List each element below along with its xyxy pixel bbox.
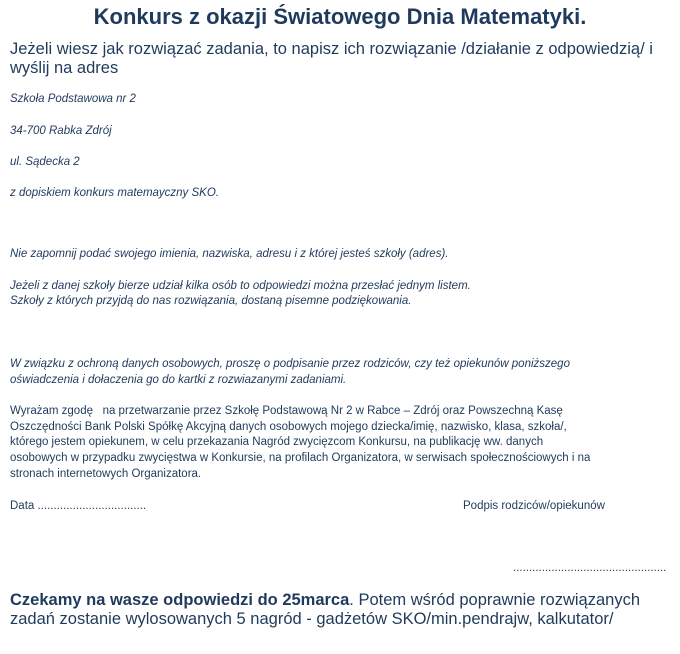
- group-note-line2: Szkoły z których przyjdą do nas rozwiązania, dostaną pisemne podziękowania.: [10, 295, 412, 307]
- parents-signature-label: Podpis rodziców/opiekunów: [463, 500, 605, 512]
- signature-dotted-line: ................................................: [513, 562, 667, 574]
- privacy-note-line1: W związku z ochroną danych osobowych, proszę o podpisanie przez rodziców, czy też opiekunów poniższego: [10, 358, 570, 370]
- group-note-line1: Jeżeli z danej szkoły bierze udział kilka osób to odpowiedzi można przesłać jednym listem.: [10, 280, 471, 292]
- page-title: Konkurs z okazji Światowego Dnia Matematyki.: [93, 4, 587, 29]
- address-note: z dopiskiem konkurs matemayczny SKO.: [10, 187, 219, 199]
- footer-text: [10, 591, 670, 629]
- address-street: ul. Sądecka 2: [10, 156, 80, 168]
- footer-deadline: Czekamy na wasze odpowiedzi do 25marca: [10, 591, 350, 609]
- consent-line5: stronach internetowych Organizatora.: [10, 468, 202, 480]
- consent-line4: osobowych w przypadku zwycięstwa w Konkursie, na profilach Organizatora, w serwisach społecznościowych i na: [10, 452, 591, 464]
- address-school: Szkoła Podstawowa nr 2: [10, 93, 136, 105]
- consent-line2: Oszczędności Bank Polski Spółkę Akcyjną danych osobowych mojego dziecka/imię, nazwisko, klasa, szkoła/,: [10, 421, 567, 433]
- address-city: 34-700 Rabka Zdrój: [10, 125, 112, 137]
- intro-text: Jeżeli wiesz jak rozwiązać zadania, to napisz ich rozwiązanie /działanie z odpowiedzią/ i wyślij na adres: [10, 40, 653, 77]
- consent-line3: którego jestem opiekunem, w celu przekazania Nagród zwycięzcom Konkursu, na publikację ww. danych: [10, 436, 544, 448]
- footer-prizes: . Potem wśród poprawnie rozwiązanych zadań zostanie wylosowanych 5 nagród - gadżetów SKO/min.pendrajw, kalkutator/: [10, 591, 641, 628]
- consent-line1: Wyrażam zgodę na przetwarzanie przez Szkołę Podstawową Nr 2 w Rabce – Zdrój oraz Powszechną Kasę: [10, 405, 563, 417]
- privacy-note-line2: oświadczenia i dołaczenia go do kartki z rozwiazanymi zadaniami.: [10, 374, 347, 386]
- date-field: Data ..................................: [10, 500, 147, 512]
- remember-note: Nie zapomnij podać swojego imienia, nazwiska, adresu i z której jesteś szkoły (adres).: [10, 248, 449, 260]
